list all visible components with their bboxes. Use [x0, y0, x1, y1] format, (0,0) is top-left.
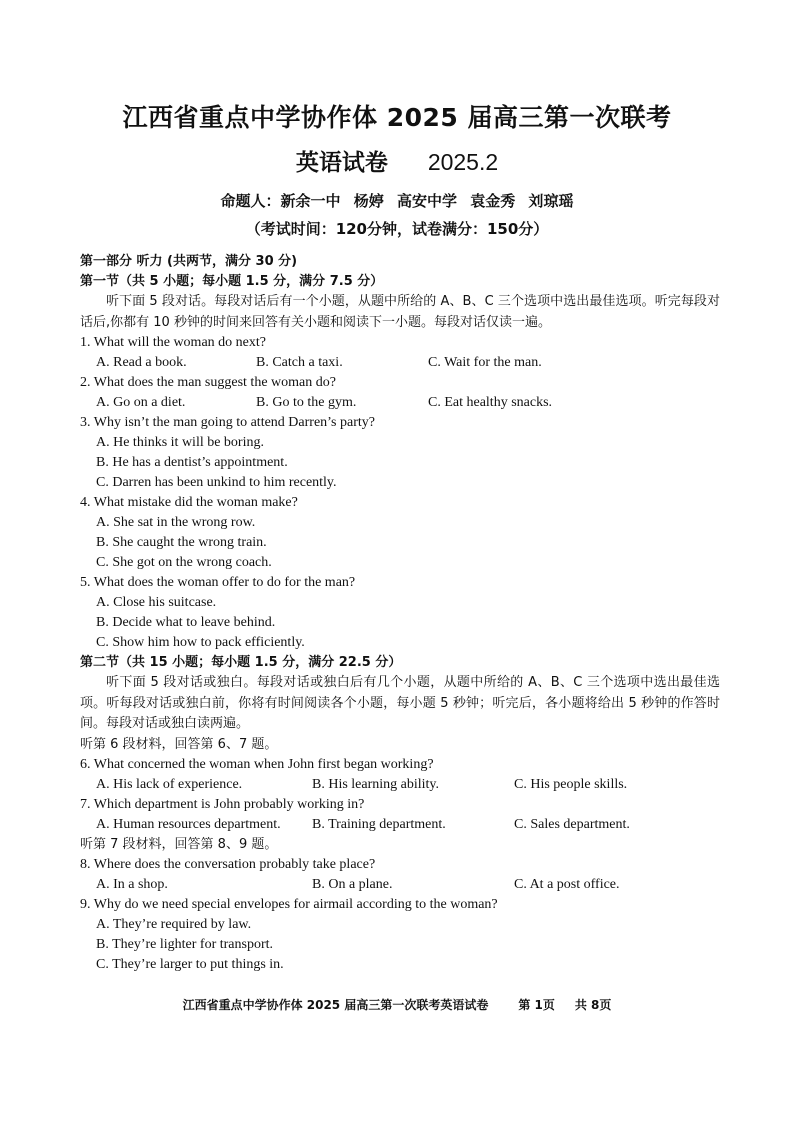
- option-a: A. Read a book.: [96, 355, 187, 370]
- question-7: 7. Which department is John probably working in?: [80, 796, 365, 812]
- question-2: 2. What does the man suggest the woman do?: [80, 375, 336, 390]
- footer-title: 江西省重点中学协作体 2025 届高三第一次联考英语试卷: [182, 998, 489, 1012]
- option-b: B. Catch a taxi.: [256, 355, 343, 370]
- option-b: B. He has a dentist’s appointment.: [96, 455, 288, 470]
- option-a: A. Go on a diet.: [96, 395, 186, 410]
- option-a: A. They’re required by law.: [96, 916, 252, 932]
- option-a: A. He thinks it will be boring.: [96, 435, 264, 450]
- exam-info: （考试时间：120分钟，试卷满分：150分）: [245, 220, 549, 238]
- option-c: C. At a post office.: [514, 876, 620, 892]
- option-a: A. In a shop.: [96, 876, 168, 892]
- option-c: C. Darren has been unkind to him recently.: [96, 475, 337, 490]
- page-number: 第 1页: [518, 998, 555, 1012]
- option-b: B. His learning ability.: [312, 776, 440, 792]
- option-a: A. Close his suitcase.: [96, 595, 217, 610]
- option-c: C. She got on the wrong coach.: [96, 555, 272, 570]
- exam-subtitle: [0, 144, 794, 177]
- question-7-options: [80, 815, 720, 835]
- option-c: C. His people skills.: [514, 776, 628, 792]
- exam-date: 2025.2: [427, 149, 499, 175]
- option-c: C. Wait for the man.: [428, 355, 542, 370]
- question-8-options: [80, 875, 720, 895]
- exam-title: 江西省重点中学协作体 2025 届高三第一次联考: [122, 103, 672, 132]
- question-2-options: [80, 393, 720, 413]
- option-b: B. Training department.: [312, 816, 446, 832]
- option-c: C. They’re larger to put things in.: [96, 956, 284, 972]
- section2-heading: 第二节（共 15 小题；每小题 1.5 分，满分 22.5 分）: [80, 655, 402, 670]
- part1-heading: 第一部分 听力 (共两节，满分 30 分): [80, 254, 298, 269]
- option-c: C. Sales department.: [514, 816, 630, 832]
- question-1-options: [80, 353, 720, 373]
- option-b: B. They’re lighter for transport.: [96, 936, 274, 952]
- option-b: B. On a plane.: [312, 876, 393, 892]
- question-8: 8. Where does the conversation probably take place?: [80, 856, 376, 872]
- question-6: 6. What concerned the woman when John first began working?: [80, 756, 434, 772]
- question-5: 5. What does the woman offer to do for the man?: [80, 575, 356, 590]
- option-a: A. His lack of experience.: [96, 776, 243, 792]
- question-9: 9. Why do we need special envelopes for airmail according to the woman?: [80, 896, 498, 912]
- question-3: 3. Why isn’t the man going to attend Darren’s party?: [80, 415, 375, 430]
- exam-body: [80, 252, 720, 975]
- subject-title: 英语试卷: [295, 150, 388, 176]
- option-c: C. Show him how to pack efficiently.: [96, 635, 305, 650]
- question-4: 4. What mistake did the woman make?: [80, 495, 298, 510]
- option-b: B. Go to the gym.: [256, 395, 357, 410]
- question-1: 1. What will the woman do next?: [80, 335, 266, 350]
- option-b: B. Decide what to leave behind.: [96, 615, 276, 630]
- page-footer: [0, 996, 794, 1013]
- option-a: A. Human resources department.: [96, 816, 281, 832]
- material-7-note: 听第 7 段材料，回答第 8、9 题。: [80, 836, 278, 852]
- section2-instructions: 听下面 5 段对话或独白。每段对话或独白后有几个小题，从题中所给的 A、B、C 三个选项中选出最佳选项。听每段对话或独白前，你将有时间阅读各个小题，每小题 5 秒钟；听完后，各小题将给出 5 秒钟的作答时间。每段对话或独白读两遍。: [80, 675, 720, 731]
- material-6-note: 听第 6 段材料，回答第 6、7 题。: [80, 736, 278, 752]
- section1-heading: 第一节（共 5 小题；每小题 1.5 分，满分 7.5 分）: [80, 274, 384, 289]
- question-6-options: [80, 775, 720, 795]
- option-b: B. She caught the wrong train.: [96, 535, 267, 550]
- option-a: A. She sat in the wrong row.: [96, 515, 256, 530]
- option-c: C. Eat healthy snacks.: [428, 395, 553, 410]
- authors-line: 命题人：新余一中 杨婷 高安中学 袁金秀 刘琼瑶: [220, 192, 574, 210]
- page-total: 共 8页: [574, 998, 612, 1012]
- section1-instructions: 听下面 5 段对话。每段对话后有一个小题，从题中所给的 A、B、C 三个选项中选出最佳选项。听完每段对话后,你都有 10 秒钟的时间来回答有关小题和阅读下一小题。每段对话仅读一遍。: [80, 294, 720, 330]
